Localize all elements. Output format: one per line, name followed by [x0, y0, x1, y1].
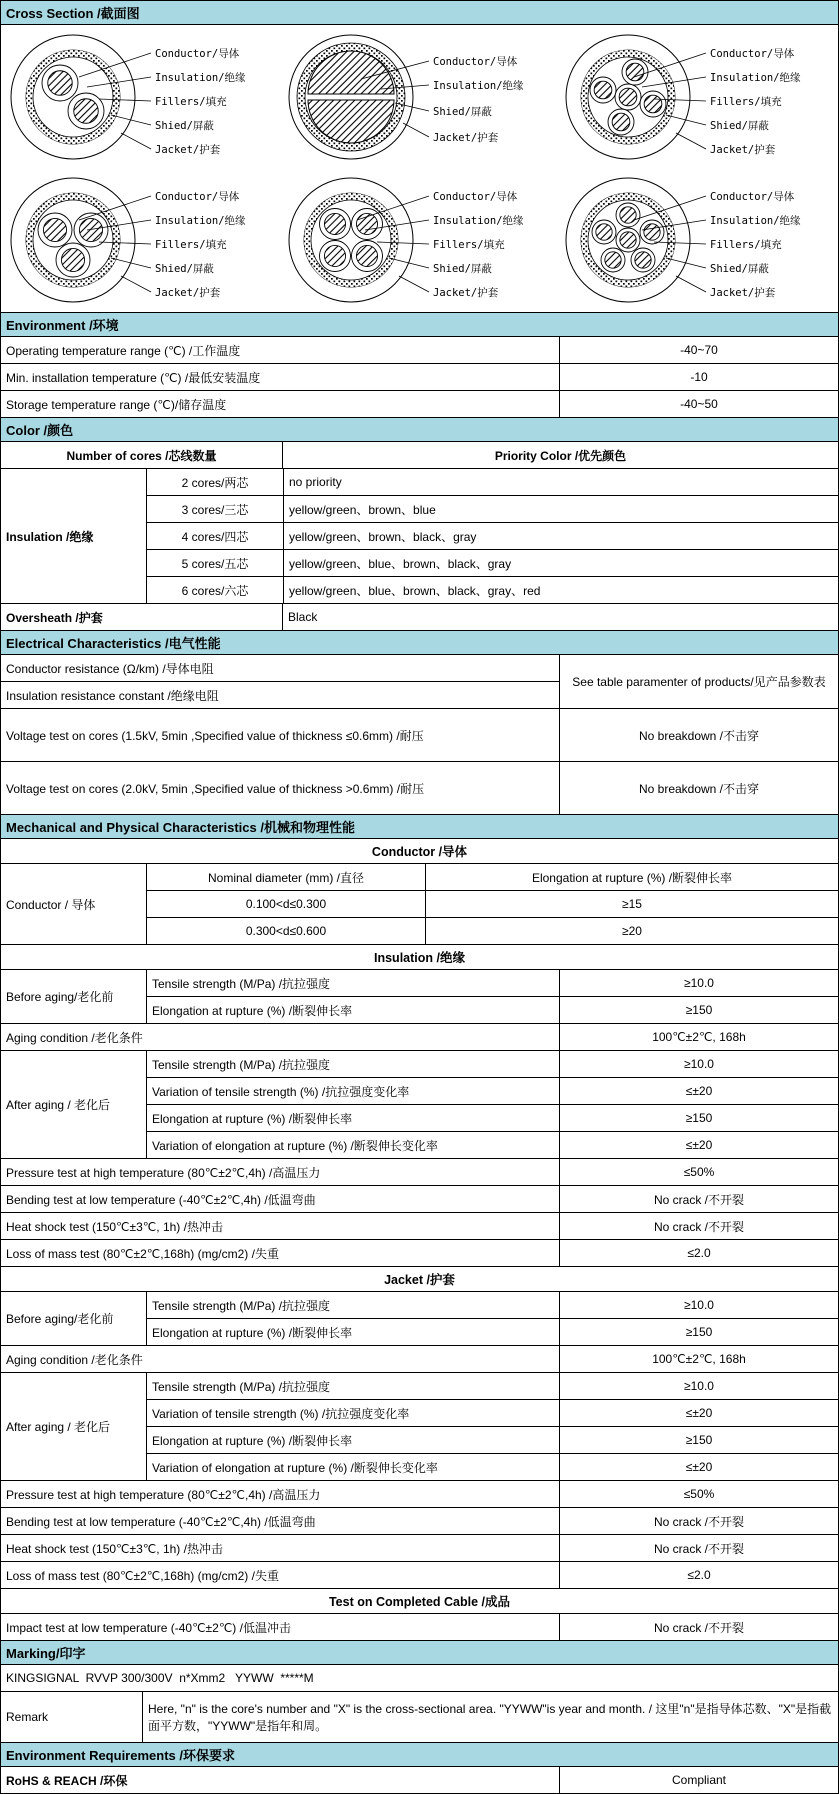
conductor-group	[1, 863, 838, 944]
remark-row	[1, 1691, 838, 1742]
color-col1-header: Number of cores /芯线数量	[66, 448, 217, 463]
cores-count: 2 cores/两芯	[181, 475, 249, 490]
row-value: ≤±20	[559, 1078, 838, 1104]
insulation-color-group	[1, 468, 838, 603]
row-value: No crack /不开裂	[559, 1186, 838, 1212]
row-label: Tensile strength (M/Pa) /抗拉强度	[152, 976, 331, 991]
svg-text:Shied/屏蔽: Shied/屏蔽	[710, 119, 770, 132]
svg-text:Insulation/绝缘: Insulation/绝缘	[710, 71, 801, 84]
row-value: ≥10.0	[559, 1051, 838, 1077]
group-label: Before aging/老化前	[6, 990, 114, 1004]
row-label: Bending test at low temperature (-40℃±2℃,4h) /低温弯曲	[6, 1514, 316, 1529]
svg-text:Conductor/导体: Conductor/导体	[155, 47, 240, 60]
row-label: Tensile strength (M/Pa) /抗拉强度	[152, 1298, 331, 1313]
cable-diagram-3-core	[5, 170, 279, 310]
svg-text:Jacket/护套: Jacket/护套	[710, 143, 776, 156]
diameter-range: 0.100<d≤0.300	[245, 897, 327, 911]
electrical-table	[1, 654, 838, 814]
cores-count: 6 cores/六芯	[181, 583, 249, 598]
subsection-title-jacket: Jacket /护套	[1, 1266, 838, 1291]
jacket-aging-condition-row	[1, 1345, 838, 1372]
row-label: Voltage test on cores (1.5kV, 5min ,Specified value of thickness ≤0.6mm) /耐压	[6, 728, 424, 743]
row-label: Elongation at rupture (%) /断裂伸长率	[152, 1111, 353, 1126]
group-label: Conductor / 导体	[6, 897, 96, 912]
diameter-col-header: Nominal diameter (mm) /直径	[207, 870, 365, 885]
insulation-test-row	[1, 1158, 838, 1185]
elongation-col-header: Elongation at rupture (%) /断裂伸长率	[425, 864, 838, 890]
row-label: Loss of mass test (80℃±2℃,168h) (mg/cm2) /失重	[6, 1246, 279, 1261]
row-value: ≥150	[559, 1319, 838, 1345]
cable-diagram-6-core	[560, 170, 834, 310]
elongation-value: ≥15	[425, 891, 838, 917]
section-header-environment: Environment /环境	[1, 312, 838, 336]
row-label: Min. installation temperature (℃) /最低安装温度	[6, 370, 261, 385]
cable-diagram-2-core	[5, 27, 279, 167]
group-rows	[146, 1292, 838, 1345]
svg-text:Conductor/导体: Conductor/导体	[710, 47, 795, 60]
priority-colors: yellow/green、brown、blue	[283, 496, 838, 522]
insulation-test-row	[1, 1239, 838, 1266]
group-label: After aging / 老化后	[6, 1098, 111, 1112]
environment-row	[1, 363, 838, 390]
row-label: Tensile strength (M/Pa) /抗拉强度	[152, 1379, 331, 1394]
jacket-test-row	[1, 1534, 838, 1561]
priority-colors: yellow/green、blue、brown、black、gray、red	[283, 577, 838, 603]
row-value: Compliant	[559, 1767, 838, 1793]
svg-text:Conductor/导体: Conductor/导体	[432, 191, 517, 204]
row-label: Impact test at low temperature (-40℃±2℃) /低温冲击	[6, 1620, 291, 1635]
cross-section-diagrams	[1, 24, 838, 312]
svg-text:Fillers/填充: Fillers/填充	[432, 239, 505, 252]
svg-text:Insulation/绝缘: Insulation/绝缘	[155, 71, 246, 84]
cores-count: 5 cores/五芯	[181, 556, 249, 571]
priority-colors: no priority	[283, 469, 838, 495]
svg-text:Insulation/绝缘: Insulation/绝缘	[155, 215, 246, 228]
section-header-environment-requirements: Environment Requirements /环保要求	[1, 1742, 838, 1766]
row-label: Bending test at low temperature (-40℃±2℃,4h) /低温弯曲	[6, 1192, 316, 1207]
row-value: No breakdown /不击穿	[559, 709, 838, 761]
insulation-after-aging-group	[1, 1050, 838, 1158]
svg-text:Fillers/填充: Fillers/填充	[710, 239, 782, 252]
color-table	[1, 441, 838, 630]
row-value: -40~70	[559, 337, 838, 363]
svg-text:Jacket/护套: Jacket/护套	[155, 143, 221, 156]
jacket-after-aging-group	[1, 1372, 838, 1480]
color-col2-header: Priority Color /优先颜色	[282, 442, 838, 468]
resistance-merged-rows	[1, 654, 838, 708]
row-label: Heat shock test (150℃±3℃, 1h) /热冲击	[6, 1219, 223, 1234]
row-label: Insulation resistance constant /绝缘电阻	[6, 688, 219, 703]
svg-text:Shied/屏蔽: Shied/屏蔽	[432, 263, 492, 276]
svg-text:Insulation/绝缘: Insulation/绝缘	[432, 79, 524, 92]
conductor-row	[147, 890, 838, 917]
row-value: ≥150	[559, 1105, 838, 1131]
row-label: Heat shock test (150℃±3℃, 1h) /热冲击	[6, 1541, 223, 1556]
svg-text:Jacket/护套: Jacket/护套	[155, 287, 221, 300]
jacket-test-row	[1, 1507, 838, 1534]
row-value: No crack /不开裂	[559, 1508, 838, 1534]
group-label: Insulation /绝缘	[6, 529, 94, 544]
mechanical-table	[1, 838, 838, 1588]
insulation-aging-condition-row	[1, 1023, 838, 1050]
row-value: 100℃±2℃, 168h	[559, 1346, 838, 1372]
svg-text:Jacket/护套: Jacket/护套	[432, 287, 498, 300]
row-value: No crack /不开裂	[559, 1213, 838, 1239]
oversheath-value: Black	[282, 604, 838, 630]
row-value: ≤50%	[559, 1481, 838, 1507]
row-value: ≤2.0	[559, 1240, 838, 1266]
row-label: Pressure test at high temperature (80℃±2℃,4h) /高温压力	[6, 1165, 321, 1180]
group-label: After aging / 老化后	[6, 1420, 111, 1434]
subsection-title-insulation: Insulation /绝缘	[1, 944, 838, 969]
group-rows	[146, 1051, 838, 1158]
subsection-title-completed-cable: Test on Completed Cable /成品	[1, 1588, 838, 1613]
row-label: Pressure test at high temperature (80℃±2℃,4h) /高温压力	[6, 1487, 321, 1502]
row-value: No breakdown /不击穿	[559, 762, 838, 814]
svg-text:Conductor/导体: Conductor/导体	[710, 191, 795, 204]
row-label: Variation of elongation at rupture (%) /断裂伸长变化率	[152, 1138, 438, 1153]
conductor-header-row	[147, 864, 838, 890]
row-value: ≥150	[559, 997, 838, 1023]
remark-label: Remark	[6, 1710, 49, 1724]
svg-text:Conductor/导体: Conductor/导体	[155, 191, 240, 204]
row-label: Elongation at rupture (%) /断裂伸长率	[152, 1325, 353, 1340]
color-row	[147, 495, 838, 522]
section-header-mechanical: Mechanical and Physical Characteristics /机械和物理性能	[1, 814, 838, 838]
insulation-before-aging-group	[1, 969, 838, 1023]
svg-text:Conductor/导体: Conductor/导体	[432, 55, 517, 68]
svg-text:Shied/屏蔽: Shied/屏蔽	[155, 119, 214, 132]
spec-row	[147, 1453, 838, 1480]
row-value: -10	[559, 364, 838, 390]
insulation-test-row	[1, 1212, 838, 1239]
row-value: No crack /不开裂	[559, 1535, 838, 1561]
spec-row	[147, 1373, 838, 1399]
group-rows	[146, 1373, 838, 1480]
remark-text: Here, "n" is the core's number and "X" is the cross-sectional area. "YYWW"is year and month. / 这里"n"是指导体芯数、"X"是指截面平方数，"YYWW"是指年和周。	[142, 1692, 838, 1742]
spec-row	[147, 1318, 838, 1345]
oversheath-row	[1, 603, 838, 630]
section-header-electrical: Electrical Characteristics /电气性能	[1, 630, 838, 654]
resistance-labels	[1, 655, 559, 708]
row-label: Variation of tensile strength (%) /抗拉强度变化率	[152, 1084, 410, 1099]
row-value: ≤±20	[559, 1454, 838, 1480]
spec-row	[147, 996, 838, 1023]
row-value: ≤±20	[559, 1132, 838, 1158]
voltage-test-row	[1, 761, 838, 814]
row-value: ≤50%	[559, 1159, 838, 1185]
svg-text:Fillers/填充: Fillers/填充	[155, 95, 227, 108]
svg-text:Fillers/填充: Fillers/填充	[155, 239, 227, 252]
spec-row	[147, 1131, 838, 1158]
svg-text:Shied/屏蔽: Shied/屏蔽	[710, 263, 770, 276]
row-value: ≤2.0	[559, 1562, 838, 1588]
jacket-before-aging-group	[1, 1291, 838, 1345]
row-label: Tensile strength (M/Pa) /抗拉强度	[152, 1057, 331, 1072]
row-label: Elongation at rupture (%) /断裂伸长率	[152, 1433, 353, 1448]
group-rows	[146, 864, 838, 944]
svg-text:Fillers/填充: Fillers/填充	[710, 95, 782, 108]
subsection-title-conductor: Conductor /导体	[1, 838, 838, 863]
oversheath-label: Oversheath /护套	[6, 610, 103, 625]
row-label: RoHS & REACH /环保	[6, 1773, 128, 1788]
environment-row	[1, 336, 838, 363]
jacket-test-row	[1, 1480, 838, 1507]
cores-count: 3 cores/三芯	[181, 502, 249, 517]
diameter-range: 0.300<d≤0.600	[245, 924, 327, 938]
svg-text:Jacket/护套: Jacket/护套	[710, 287, 776, 300]
completed-cable-table	[1, 1588, 838, 1640]
voltage-test-row	[1, 708, 838, 761]
spec-row	[147, 1077, 838, 1104]
row-value: ≥150	[559, 1427, 838, 1453]
group-rows	[146, 469, 838, 603]
priority-colors: yellow/green、blue、brown、black、gray	[283, 550, 838, 576]
spec-row	[147, 1426, 838, 1453]
row-value: -40~50	[559, 391, 838, 417]
section-header-color: Color /颜色	[1, 417, 838, 441]
environment-table	[1, 336, 838, 417]
row-value: No crack /不开裂	[559, 1614, 838, 1640]
row-label: Variation of elongation at rupture (%) /断裂伸长变化率	[152, 1460, 438, 1475]
cable-diagram-5-core	[560, 27, 834, 167]
spec-row	[147, 1104, 838, 1131]
spec-row	[147, 1292, 838, 1318]
color-row	[147, 522, 838, 549]
conductor-row	[147, 917, 838, 944]
spec-row	[1, 655, 559, 681]
row-label: Aging condition /老化条件	[6, 1030, 143, 1045]
row-value: ≥10.0	[559, 970, 838, 996]
spec-row	[147, 1051, 838, 1077]
environment-requirements-table	[1, 1766, 838, 1793]
spec-row	[147, 1399, 838, 1426]
impact-test-row	[1, 1613, 838, 1640]
row-value: ≤±20	[559, 1400, 838, 1426]
row-value: ≥10.0	[559, 1373, 838, 1399]
group-label: Before aging/老化前	[6, 1312, 114, 1326]
elongation-value: ≥20	[425, 918, 838, 944]
row-label: Aging condition /老化条件	[6, 1352, 143, 1367]
marking-text-row	[1, 1664, 838, 1691]
cable-diagram-4-core	[283, 170, 557, 310]
marking-table	[1, 1664, 838, 1742]
svg-text:Shied/屏蔽: Shied/屏蔽	[432, 105, 492, 118]
svg-text:Jacket/护套: Jacket/护套	[432, 131, 498, 144]
group-rows	[146, 970, 838, 1023]
row-label: Elongation at rupture (%) /断裂伸长率	[152, 1003, 353, 1018]
environment-row	[1, 390, 838, 417]
svg-text:Insulation/绝缘: Insulation/绝缘	[432, 215, 524, 228]
color-row	[147, 576, 838, 603]
section-header-marking: Marking/印字	[1, 1640, 838, 1664]
row-label: Operating temperature range (℃) /工作温度	[6, 343, 241, 358]
resistance-merged-value: See table paramenter of products/见产品参数表	[559, 655, 838, 708]
spec-row	[1, 681, 559, 708]
row-label: Loss of mass test (80℃±2℃,168h) (mg/cm2) /失重	[6, 1568, 279, 1583]
color-row	[147, 469, 838, 495]
marking-text: KINGSIGNAL RVVP 300/300V n*Xmm2 YYWW *****M	[6, 1671, 314, 1685]
cores-count: 4 cores/四芯	[181, 529, 249, 544]
svg-text:Shied/屏蔽: Shied/屏蔽	[155, 263, 214, 276]
rohs-row	[1, 1766, 838, 1793]
row-value: ≥10.0	[559, 1292, 838, 1318]
row-label: Conductor resistance (Ω/km) /导体电阻	[6, 661, 214, 676]
insulation-test-row	[1, 1185, 838, 1212]
priority-colors: yellow/green、brown、black、gray	[283, 523, 838, 549]
color-row	[147, 549, 838, 576]
spec-row	[147, 970, 838, 996]
jacket-test-row	[1, 1561, 838, 1588]
cable-diagram-twin-semicircle	[283, 27, 557, 167]
row-label: Voltage test on cores (2.0kV, 5min ,Specified value of thickness >0.6mm) /耐压	[6, 781, 425, 796]
row-label: Storage temperature range (℃)/储存温度	[6, 397, 227, 412]
svg-text:Insulation/绝缘: Insulation/绝缘	[710, 215, 801, 228]
color-header-row	[1, 441, 838, 468]
row-value: 100℃±2℃, 168h	[559, 1024, 838, 1050]
row-label: Variation of tensile strength (%) /抗拉强度变化率	[152, 1406, 410, 1421]
section-header-cross-section: Cross Section /截面图	[1, 1, 838, 24]
